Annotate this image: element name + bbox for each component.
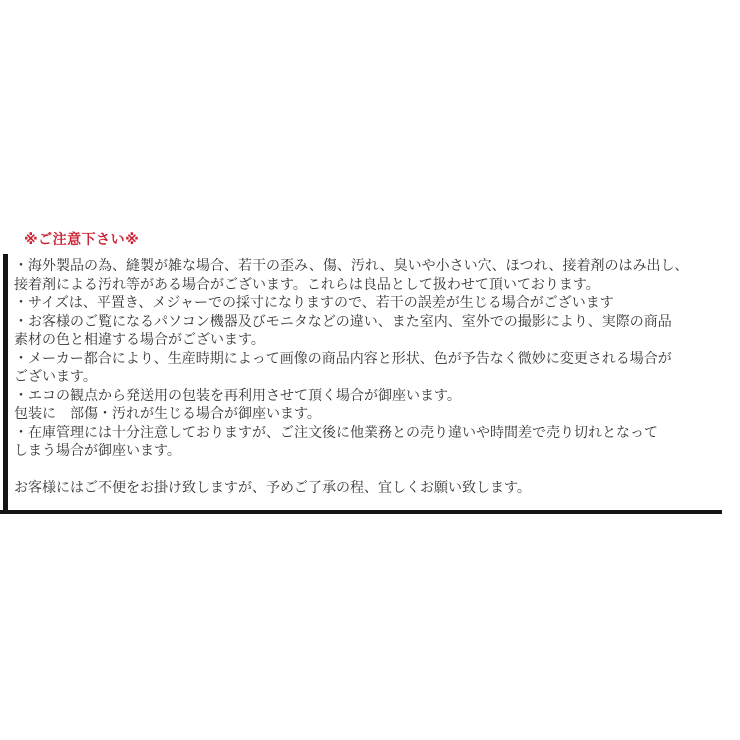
notice-line: ・在庫管理には十分注意しておりますが、ご注文後に他業務との売り違いや時間差で売り切れとなって	[14, 423, 658, 440]
notice-box-left-border	[3, 254, 8, 511]
notice-box-bottom-border	[0, 510, 722, 514]
notice-line: 素材の色と相違する場合がございます。	[14, 331, 265, 347]
notice-line: ・お客様のご覧になるパソコン機器及びモニタなどの違い、また室内、室外での撮影により、実際の商品	[14, 312, 672, 329]
notice-line: ・海外製品の為、縫製が雑な場合、若干の歪み、傷、汚れ、臭いや小さい穴、ほつれ、接着剤のはみ出し、	[14, 257, 689, 273]
closing-line: お客様にはご不便をお掛け致しますが、予めご了承の程、宜しくお願い致します。	[14, 479, 531, 495]
notice-line: しまう場合が御座います。	[14, 442, 181, 458]
notice-text-block	[14, 256, 714, 497]
notice-line: ・メーカー都合により、生産時期によって画像の商品内容と形状、色が予告なく微妙に変更される場合が	[14, 349, 672, 366]
notice-line: ・エコの観点から発送用の包装を再利用させて頂く場合が御座います。	[14, 386, 461, 403]
notice-line: 接着剤による汚れ等がある場合がございます。これらは良品として扱わせて頂いております。	[14, 275, 600, 292]
notice-title: ※ご注意下さい※	[24, 231, 140, 247]
notice-line: 包装に 部傷・汚れが生じる場合が御座います。	[14, 405, 321, 421]
notice-line: ございます。	[14, 368, 97, 384]
notice-line: ・サイズは、平置き、メジャーでの採寸になりますので、若干の誤差が生じる場合がございます	[14, 294, 614, 310]
blank-line	[14, 460, 714, 479]
